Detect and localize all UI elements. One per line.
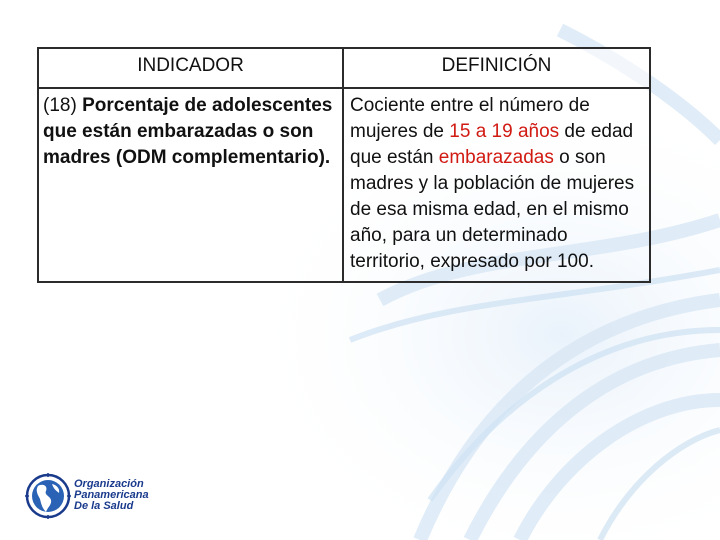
logo-line-2: Panamericana <box>74 489 149 501</box>
definition-age-range: 15 a 19 años <box>449 121 560 142</box>
logo-text <box>74 479 149 512</box>
header-definicion: DEFINICIÓN <box>343 48 650 88</box>
globe-emblem-icon <box>24 472 72 520</box>
indicator-number: (18) <box>43 95 83 116</box>
header-indicador: INDICADOR <box>38 48 343 88</box>
definition-text-1: Cociente entre el número de mujeres de <box>350 95 590 142</box>
table-row <box>38 88 650 282</box>
definition-text-3: o son madres y la población de mujeres de esa misma edad, en el mismo año, para un determinado territorio, expresado por 100. <box>350 147 635 272</box>
indicator-cell <box>38 88 343 282</box>
logo-line-3: De la Salud <box>74 500 134 512</box>
paho-logo <box>24 470 184 522</box>
definition-cell <box>343 88 650 282</box>
definition-text-2: de edad que están <box>350 121 634 168</box>
indicator-name: Porcentaje de adolescentes que están embarazadas o son madres (ODM complementario). <box>43 95 333 168</box>
indicator-definition-table <box>37 47 651 283</box>
logo-line-1: Organización <box>74 478 144 490</box>
definition-pregnant: embarazadas <box>438 147 554 168</box>
table-header-row <box>38 48 650 88</box>
